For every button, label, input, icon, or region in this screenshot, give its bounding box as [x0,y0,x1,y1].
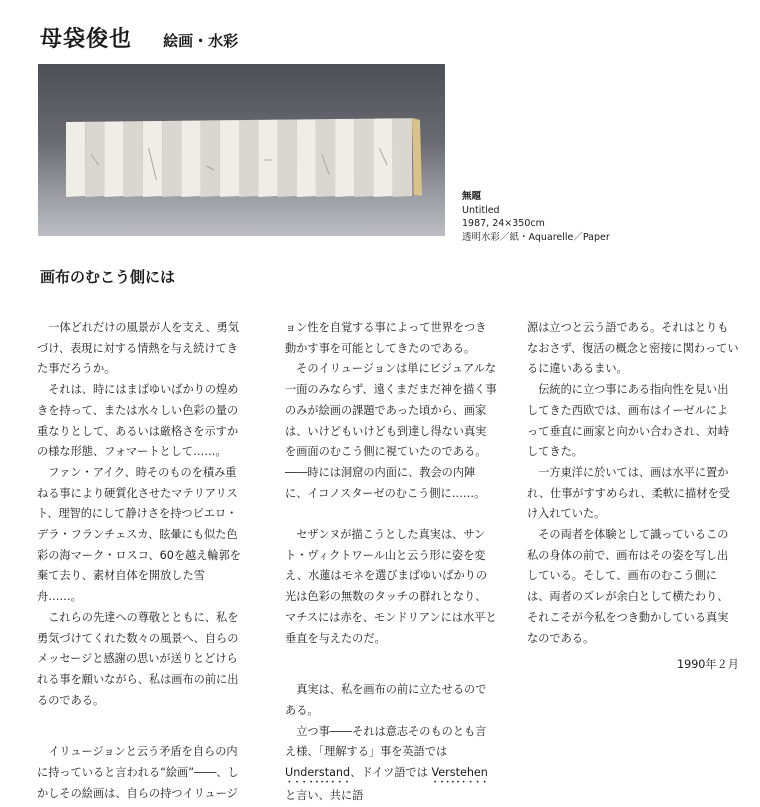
essay-paragraph: 伝統的に立つ事にある指向性を見い出してきた西欧では、画布はイーゼルによって垂直に画家と向かい合わされ、対峙してきた。 [527,383,730,459]
essay-paragraph: セザンヌが描こうとした真実は、サント・ヴィクトワール山と云う形に姿を変え、水蓮はモネを選びまばゆいばかりの光は色彩の無数のタッチの群れとなり、マチスには赤を、モンドリアンには水平と垂直を与えたのだ。 [285,528,497,645]
text-run: 立つ事――それは意志そのものとも言え様、「理解する」事を英語では [285,724,487,759]
essay-paragraph: ファン・アイク、時そのものを積み重ねる事により硬質化させたマテリアリスト、理智的にして静けさを持つピエロ・デラ・フランチェスカ、眩暈にも似た色彩の海マーク・ロスコ、60を越え輪郭を棄て去り、素材自体を開放した雪舟……。 [37,465,241,604]
category-label: 絵画・水彩 [163,32,239,50]
essay-heading: 画布のむこう側には [40,268,176,286]
essay-paragraph: ョン性を自覚する事によって世界をつき動かす事を可能としてきたのである。 [285,321,487,355]
paper-fold-panel [162,121,181,197]
paper-fold-panel [354,119,373,197]
essay-paragraph: 真実は、私を画布の前に立たせるのである。 [285,683,487,717]
essay-paragraph: 源は立つと云う語である。それはとりもなおさず、復活の概念と密接に関わっているに違いあるまい。 [527,321,739,376]
paper-fold-panel [66,122,85,197]
paper-fold-panel [239,120,258,197]
essay-column-3 [527,318,739,676]
paper-fold-panel [104,121,123,197]
paper-fold-panel [335,119,354,197]
artwork-title-en: Untitled [462,204,500,216]
emphasized-word: Verstehen [431,766,488,780]
essay-paragraph: そのイリュージョンは単にビジュアルな一面のみならず、遠くまだまだ神を描く事のみが絵画の課題であった頃から、画家は、いけどもいけども到達し得ない真実を画面のむこう側に視ていたのである。――時には洞窟の内面に、教会の内陣に、イコノスターゼのむこう側に……。 [285,362,497,500]
artwork-medium: 透明水彩／紙・Aquarelle／Paper [462,231,610,243]
text-run: と言い、共に語 [285,789,364,803]
paper-fold-panel [220,120,239,197]
essay-date: 1990年２月 [676,658,739,672]
artwork-caption [462,190,610,244]
artist-name: 母袋俊也 [40,27,133,52]
paper-fold-panel [393,118,412,197]
paper-fold-panel [277,119,296,197]
essay-paragraph: 一体どれだけの風景が人を支え、勇気づけ、表現に対する情熱を与え続けてきた事だろうか。 [37,321,240,376]
essay-paragraph: 一方東洋に於いては、画は水平に置かれ、仕事がすすめられ、柔軟に描材を受け入れていた。 [527,465,730,521]
paper-fold-panel [124,121,143,197]
essay-column-2 [285,318,497,807]
artwork-photo [38,64,445,236]
essay-paragraph: イリュージョンと云う矛盾を自らの内に持っていると言われる“絵画”――、しかしその絵画は、自らの持つイリュージ [37,745,239,800]
essay-paragraph: それは、時にはまばゆいばかりの煌めきを持って、または水々しい色彩の量の重なりとして、あるいは厳格さを示すかの様な形態、フォマートとして……。 [37,383,239,459]
essay-paragraph: その両者を体験として識っているこの私の身体の前で、画布はその姿を写し出している。そして、画布のむこう側には、両者のズレが余白として横たわり、それこそが今私をつき動かしている真実なのである。 [527,528,729,645]
text-run: 、ドイツ語では [350,766,428,780]
paper-fold-panel [258,120,277,197]
artwork-year-size: 1987, 24×350cm [462,218,545,229]
essay-paragraph [285,722,497,807]
page-header [40,22,238,53]
essay-column-1 [37,318,247,804]
paper-fold-panel [143,121,162,197]
essay-paragraph: これらの先達への尊敬とともに、私を勇気づけてくれた数々の風景へ、自らのメッセージと感謝の思いが送りとどけられる事を願いながら、私は画布の前に出るのである。 [37,610,239,707]
paper-fold-panel [316,119,335,197]
folded-paper-artwork [38,64,445,236]
emphasized-word: Understand [285,766,351,780]
artwork-title-ja: 無題 [462,191,482,202]
paper-fold-panel [297,119,316,197]
paper-fold-panel [181,121,200,197]
paper-fold-panel [201,120,220,197]
